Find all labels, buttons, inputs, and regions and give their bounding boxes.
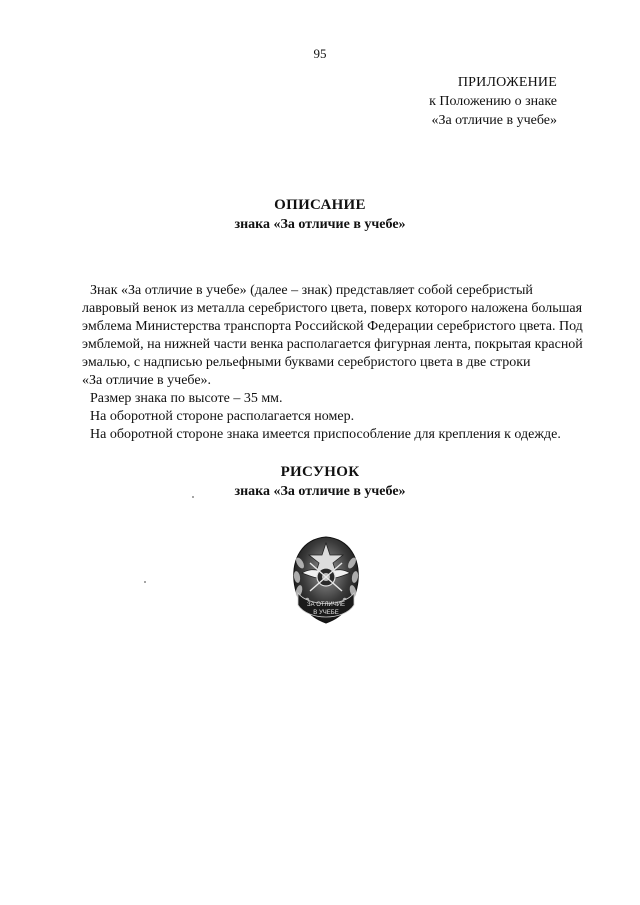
text-line: Знак «За отличие в учебе» (далее – знак) представляет собой серебристый bbox=[90, 283, 533, 298]
ribbon-text-1: ЗА ОТЛИЧИЕ bbox=[306, 602, 346, 608]
description-title: ОПИСАНИЕ bbox=[274, 197, 366, 213]
appendix-title: ПРИЛОЖЕНИЕ bbox=[457, 75, 557, 90]
text-line: лавровый венок из металла серебристого цвета, поверх которого наложена большая bbox=[82, 301, 583, 316]
text-line: эмблема Министерства транспорта Российской Федерации серебристого цвета. Под bbox=[82, 319, 583, 334]
ribbon-text-2: В УЧЕБЕ bbox=[313, 610, 339, 616]
figure-heading bbox=[0, 463, 640, 501]
badge-image bbox=[288, 533, 364, 628]
scan-speck bbox=[192, 496, 194, 498]
figure-subtitle: знака «За отличие в учебе» bbox=[234, 484, 406, 499]
scan-speck bbox=[144, 581, 146, 583]
text-line: эмблемой, на нижней части венка располагается фигурная лента, покрытая красной bbox=[82, 337, 583, 352]
description-heading bbox=[0, 196, 640, 234]
appendix-line-2: «За отличие в учебе» bbox=[431, 113, 557, 128]
description-body bbox=[82, 282, 602, 444]
description-subtitle: знака «За отличие в учебе» bbox=[234, 217, 406, 232]
paragraph-2: Размер знака по высоте – 35 мм. bbox=[90, 391, 283, 406]
text-line: «За отличие в учебе». bbox=[82, 373, 212, 388]
page-number: 95 bbox=[313, 46, 327, 61]
text-line: эмалью, с надписью рельефными буквами серебристого цвета в две строки bbox=[82, 355, 531, 370]
paragraph-1 bbox=[82, 282, 602, 390]
appendix-line-1: к Положению о знаке bbox=[429, 94, 557, 109]
figure-title: РИСУНОК bbox=[280, 464, 360, 480]
appendix-block bbox=[429, 73, 557, 130]
paragraph-3: На оборотной стороне располагается номер. bbox=[90, 409, 355, 424]
paragraph-4: На оборотной стороне знака имеется приспособление для крепления к одежде. bbox=[90, 427, 561, 442]
